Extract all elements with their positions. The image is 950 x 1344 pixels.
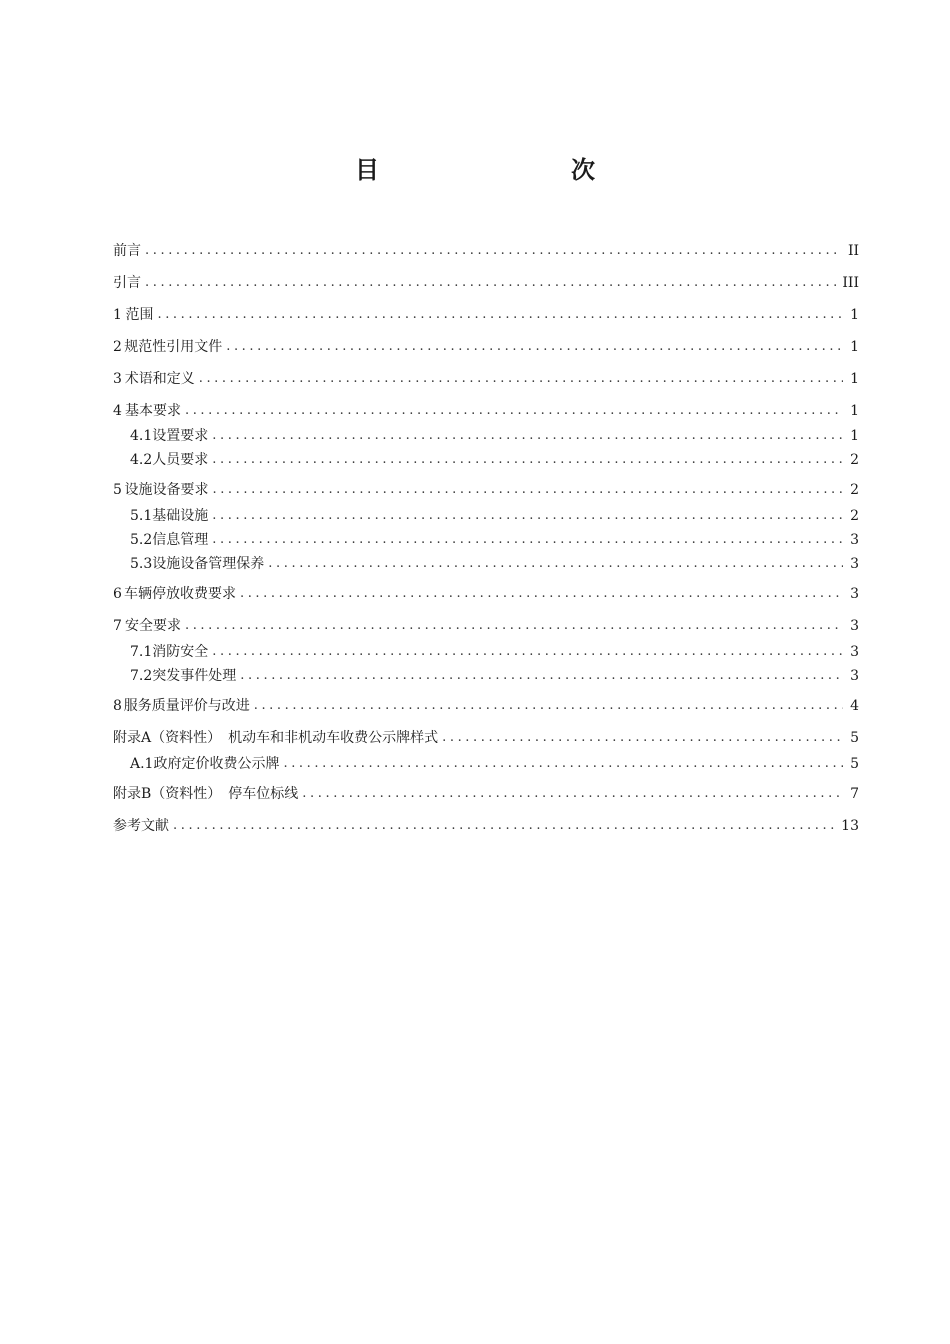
leader-dots [185,401,843,421]
toc-entry-label: 设施设备要求 [124,482,209,498]
leader-dots [283,754,843,774]
toc-entry-label: 车辆停放收费要求 [123,586,236,602]
toc-entry-5-1[interactable] [130,506,859,526]
toc-entry-number: 4 [113,403,122,419]
toc-entry-number: 2 [113,339,122,355]
toc-entry-number: 5.2 [130,532,153,548]
toc-entry-label: 设置要求 [152,428,209,444]
toc-entry-number: 6 [113,586,122,602]
leader-dots [240,584,843,604]
toc-entry-7[interactable] [113,616,859,636]
toc-page-number: 4 [850,698,859,714]
toc-entry-5[interactable] [113,480,859,500]
toc-entry-number: 7.2 [130,668,153,684]
toc-entry-label: 附录B（资料性） 停车位标线 [113,786,299,802]
toc-entry-label: 消防安全 [152,644,209,660]
toc-page-number: 2 [850,508,859,524]
toc-entry-label: 附录A（资料性） 机动车和非机动车收费公示牌样式 [113,730,439,746]
toc-entry-label: 信息管理 [152,532,209,548]
toc-page-number: 3 [850,668,859,684]
toc-page-number: 1 [850,339,859,355]
toc-entry-7-2[interactable] [130,666,859,686]
toc-page-number: 3 [850,532,859,548]
leader-dots [212,506,843,526]
leader-dots [268,554,843,574]
toc-page-number: 13 [841,818,859,834]
toc-page-number: 3 [850,644,859,660]
toc-page-number: 2 [850,482,859,498]
toc-entry-references[interactable] [113,816,859,836]
toc-page-number: 2 [850,452,859,468]
toc-entry-3[interactable] [113,369,859,389]
toc-page-number: III [842,275,859,291]
leader-dots [226,337,843,357]
toc-entry-6[interactable] [113,584,859,604]
toc-page-number: 1 [850,371,859,387]
toc-page-number: 5 [850,756,859,772]
leader-dots [254,696,843,716]
leader-dots [212,642,843,662]
toc-entry-appendix-b[interactable] [113,784,859,804]
toc-entry-number: 7 [113,618,122,634]
leader-dots [173,816,835,836]
leader-dots [157,305,843,325]
toc-entry-number: 5.3 [130,556,153,572]
leader-dots [212,530,843,550]
toc-entry-label: 服务质量评价与改进 [123,698,250,714]
toc-entry-a-1[interactable] [130,754,859,774]
toc-entry-label: 设施设备管理保养 [152,556,265,572]
toc-entry-label: 规范性引用文件 [124,339,223,355]
toc-entry-number: 8 [113,698,122,714]
leader-dots [185,616,843,636]
toc-entry-foreword[interactable] [113,241,859,261]
page-title: 目 次 [355,156,643,184]
leader-dots [212,450,843,470]
toc-entry-number: 4.1 [130,428,153,444]
toc-entry-label: 参考文献 [113,818,169,834]
toc-entry-5-2[interactable] [130,530,859,550]
toc-entry-label: 前言 [113,243,141,259]
toc-entry-label: 政府定价收费公示牌 [153,756,280,772]
leader-dots [240,666,843,686]
toc-entry-1[interactable] [113,305,859,325]
leader-dots [442,728,843,748]
leader-dots [145,241,842,261]
toc-entry-8[interactable] [113,696,859,716]
toc-page-number: II [847,243,859,259]
leader-dots [302,784,843,804]
toc-entry-2[interactable] [113,337,859,357]
toc-entry-label: 人员要求 [152,452,209,468]
toc-page-number: 1 [850,428,859,444]
toc-entry-number: 5.1 [130,508,153,524]
toc-entry-4-1[interactable] [130,426,859,446]
toc-page-number: 3 [850,586,859,602]
toc-entry-4[interactable] [113,401,859,421]
toc-entry-introduction[interactable] [113,273,859,293]
leader-dots [199,369,843,389]
toc-page-number: 7 [850,786,859,802]
toc-entry-5-3[interactable] [130,554,859,574]
toc-page-number: 3 [850,618,859,634]
toc-entry-appendix-a[interactable] [113,728,859,748]
toc-entry-label: 术语和定义 [124,371,195,387]
leader-dots [212,426,843,446]
toc-page-number: 1 [850,403,859,419]
toc-entry-number: 7.1 [130,644,153,660]
toc-entry-label: 范围 [125,307,154,323]
toc-entry-number: 5 [113,482,122,498]
toc-entry-label: 基本要求 [124,403,181,419]
toc-entry-number: A.1 [130,756,154,772]
toc-entry-number: 3 [113,371,122,387]
toc-page-number: 5 [850,730,859,746]
leader-dots [212,480,843,500]
leader-dots [145,273,836,293]
toc-entry-number: 4.2 [130,452,153,468]
toc-entry-label: 引言 [113,275,141,291]
toc-page-number: 3 [850,556,859,572]
toc-entry-number: 1 [113,307,122,323]
toc-entry-label: 突发事件处理 [152,668,237,684]
toc-page-number: 1 [850,307,859,323]
toc-entry-label: 基础设施 [152,508,209,524]
toc-entry-4-2[interactable] [130,450,859,470]
toc-entry-7-1[interactable] [130,642,859,662]
toc-entry-label: 安全要求 [124,618,181,634]
